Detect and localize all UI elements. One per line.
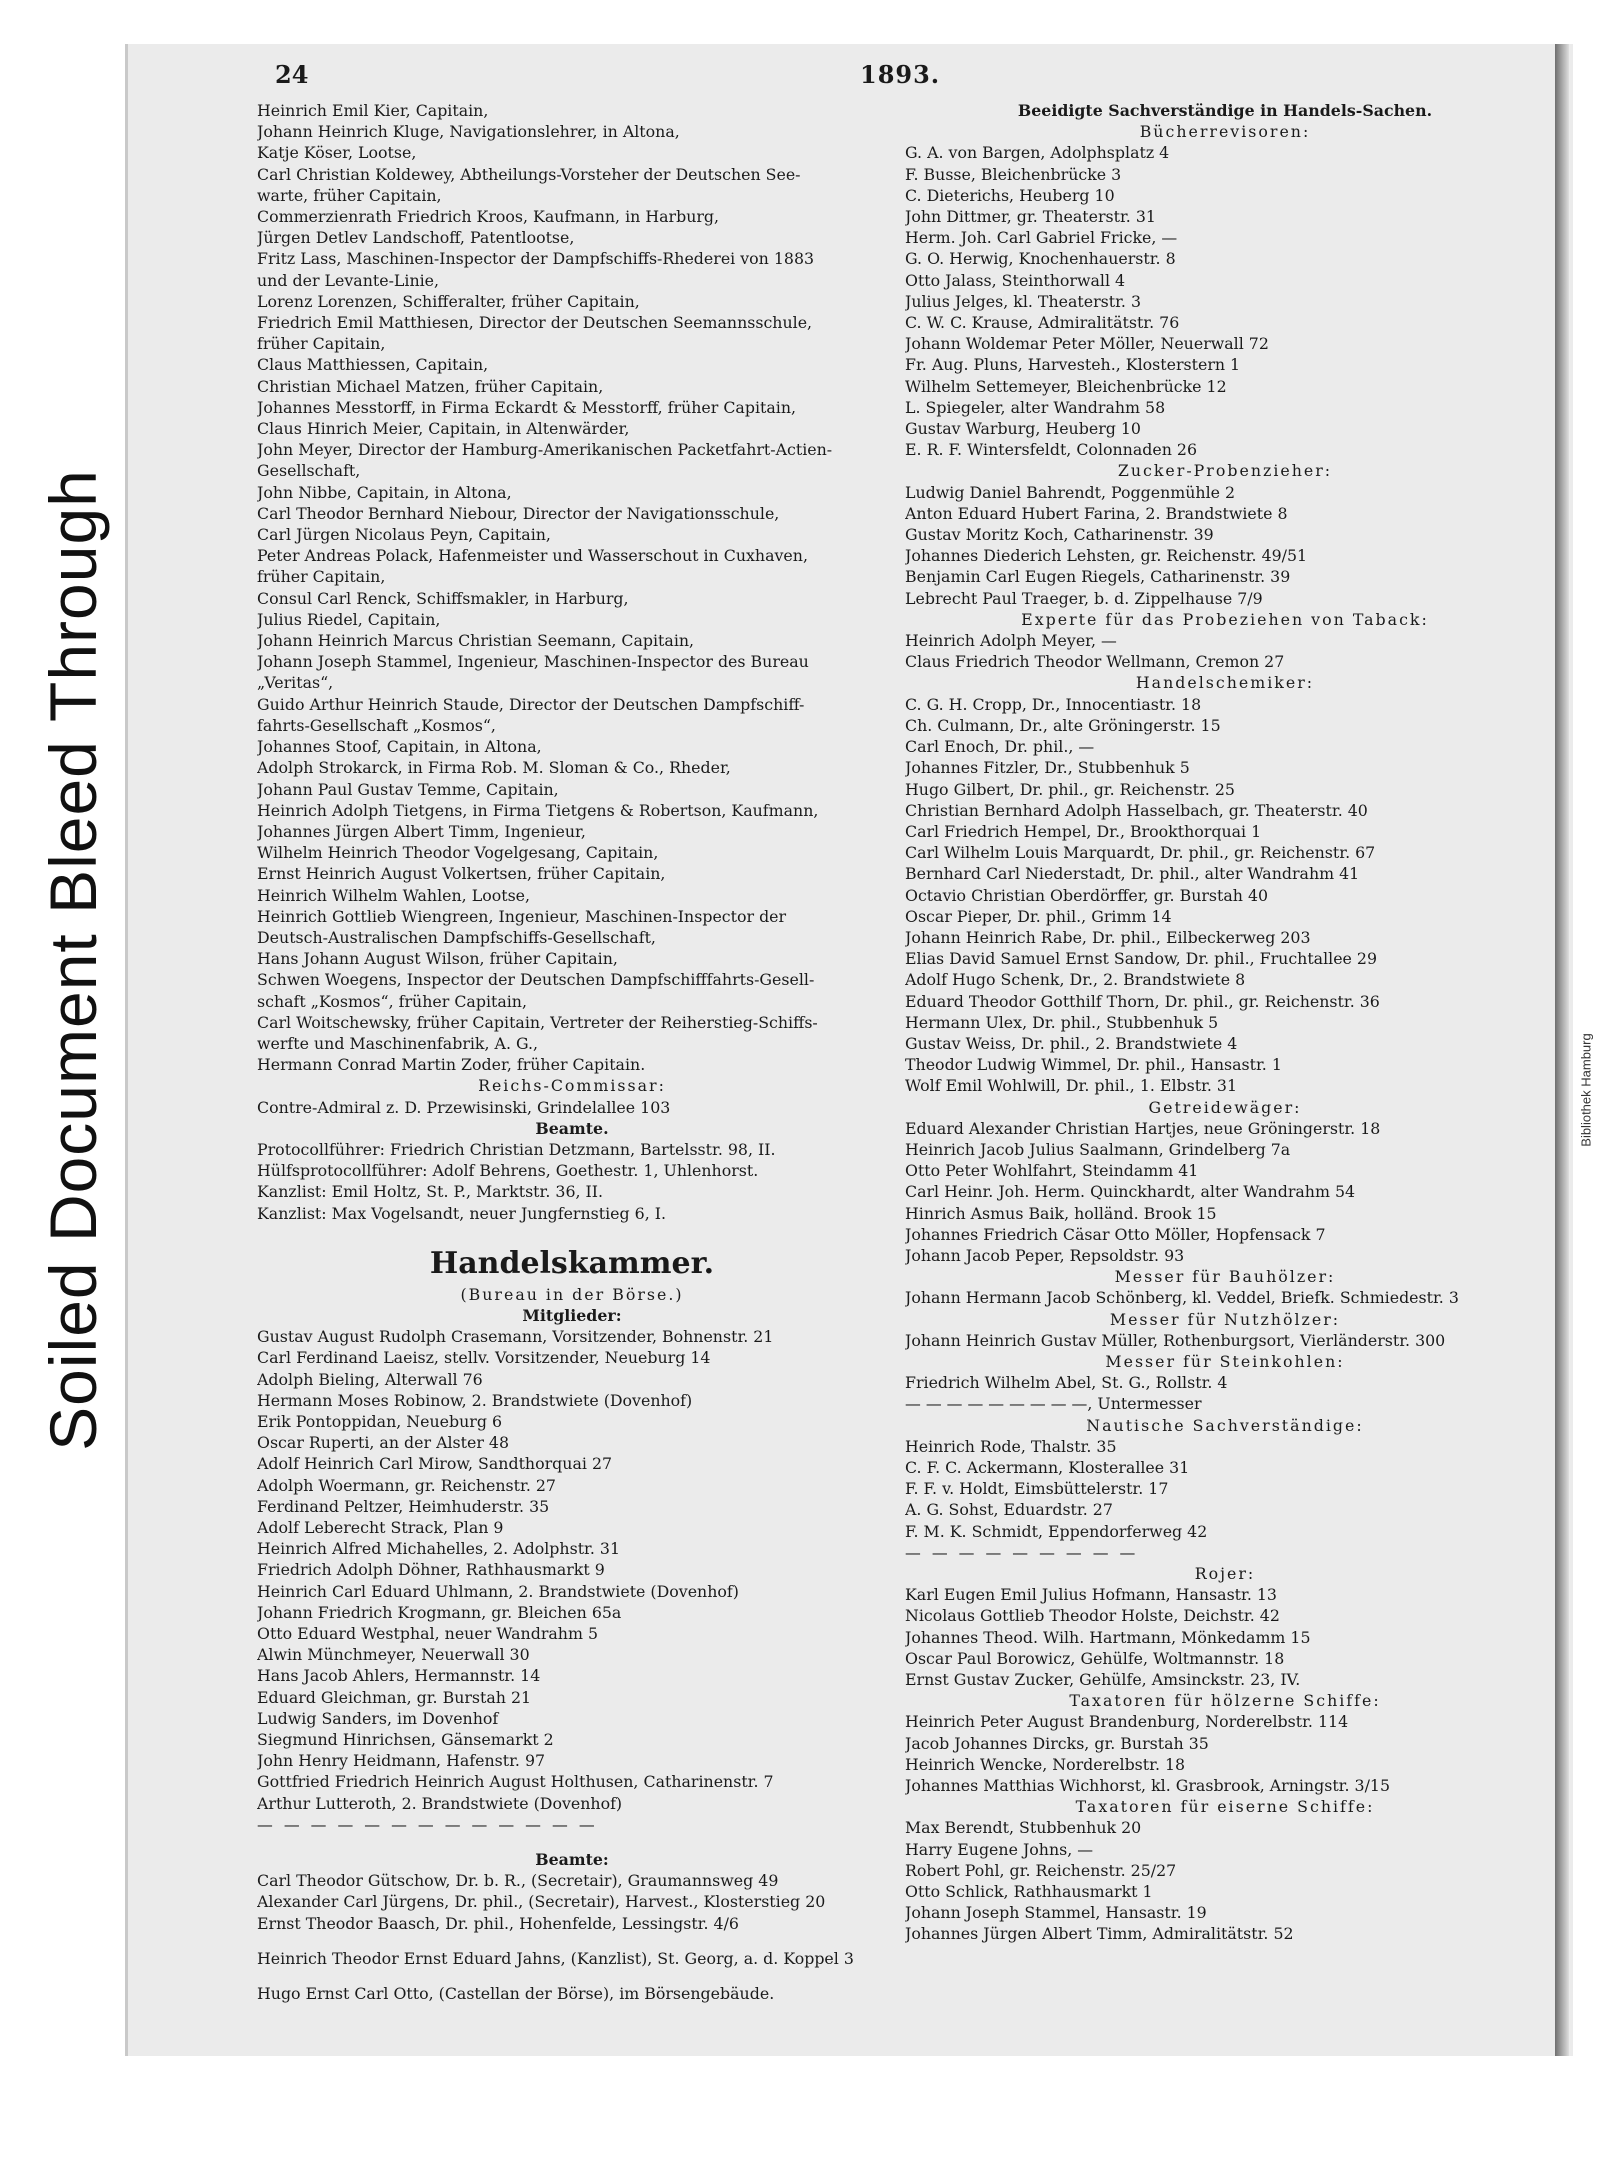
side-label (18, 405, 128, 1515)
right-column-line: F. Busse, Bleichenbrücke 3 (905, 164, 1122, 184)
right-column-line: Gustav Warburg, Heuberg 10 (905, 419, 1141, 439)
right-column-line: Nautische Sachverständige: (1086, 1415, 1364, 1435)
left-column-line: Ludwig Sanders, im Dovenhof (257, 1708, 499, 1728)
right-column-line: Otto Jalass, Steinthorwall 4 (905, 270, 1126, 290)
right-column-line: Eduard Alexander Christian Hartjes, neue Gröningerstr. 18 (905, 1118, 1381, 1138)
right-column-line: Rojer: (1194, 1564, 1256, 1584)
right-column-line: Johann Heinrich Rabe, Dr. phil., Eilbeckerweg 203 (905, 927, 1311, 947)
left-column-line: Hermann Conrad Martin Zoder, früher Capitain. (257, 1055, 646, 1075)
right-column-line: Handelschemiker: (1135, 673, 1315, 693)
left-column-line: Alexander Carl Jürgens, Dr. phil., (Secretair), Harvest., Klosterstieg 20 (257, 1892, 826, 1912)
right-column-line: Beeidigte Sachverständige in Handels-Sachen. (1017, 101, 1433, 120)
left-column-line: Johann Heinrich Kluge, Navigationslehrer, in Altona, (257, 122, 680, 142)
right-column-line: C. W. C. Krause, Admiralitätstr. 76 (905, 313, 1180, 333)
left-column-line: fahrts-Gesellschaft „Kosmos“, (257, 715, 496, 735)
right-column-line: Gustav Weiss, Dr. phil., 2. Brandstwiete 4 (905, 1033, 1238, 1053)
right-column-line: Johannes Friedrich Cäsar Otto Möller, Hopfensack 7 (905, 1224, 1326, 1244)
page-number: 24 (275, 60, 309, 89)
left-column-line: schaft „Kosmos“, früher Capitain, (257, 991, 528, 1011)
left-column-line: (Bureau in der Börse.) (460, 1284, 684, 1304)
right-column-line: Johannes Jürgen Albert Timm, Admiralitätstr. 52 (905, 1924, 1294, 1944)
right-column-line: Johannes Fitzler, Dr., Stubbenhuk 5 (905, 758, 1190, 778)
right-column-line: Friedrich Wilhelm Abel, St. G., Rollstr. 4 (905, 1373, 1228, 1393)
left-column-line: Katje Köser, Lootse, (257, 143, 417, 163)
right-column-line: Hermann Ulex, Dr. phil., Stubbenhuk 5 (905, 1012, 1219, 1032)
right-column-line: Messer für Nutzhölzer: (1109, 1309, 1341, 1329)
left-column-line: Heinrich Adolph Tietgens, in Firma Tietgens & Robertson, Kaufmann, (257, 800, 819, 820)
right-column-line: Heinrich Peter August Brandenburg, Norderelbstr. 114 (905, 1712, 1349, 1732)
left-column-line: Heinrich Theodor Ernst Eduard Jahns, (Kanzlist), St. Georg, a. d. Koppel 3 (257, 1948, 854, 1968)
left-column-line: Friedrich Adolph Döhner, Rathhausmarkt 9 (257, 1560, 605, 1580)
right-column-line: Ludwig Daniel Bahrendt, Poggenmühle 2 (905, 482, 1236, 502)
left-column-line: Adolph Woermann, gr. Reichenstr. 27 (257, 1475, 556, 1495)
left-column-line: Mitglieder: (522, 1305, 622, 1325)
right-column-line: Adolf Hugo Schenk, Dr., 2. Brandstwiete 8 (905, 970, 1246, 990)
right-column-line: Wilhelm Settemeyer, Bleichenbrücke 12 (905, 376, 1227, 396)
right-column-line: Johannes Diederich Lehsten, gr. Reichenstr. 49/51 (905, 546, 1308, 566)
library-stamp (1573, 985, 1599, 1195)
left-column-line: Erik Pontoppidan, Neueburg 6 (257, 1411, 502, 1431)
left-column-line: Heinrich Carl Eduard Uhlmann, 2. Brandstwiete (Dovenhof) (257, 1581, 739, 1601)
left-column-line: Gesellschaft, (257, 461, 361, 481)
left-column-line (257, 1224, 887, 1238)
right-column-line: Bücherrevisoren: (1139, 122, 1311, 142)
left-column-line: Commerzienrath Friedrich Kroos, Kaufmann, in Harburg, (257, 207, 720, 227)
left-column-line: Johannes Jürgen Albert Timm, Ingenieur, (257, 821, 586, 841)
right-column-line: Ernst Gustav Zucker, Gehülfe, Amsinckstr. 23, IV. (905, 1670, 1301, 1690)
left-column-line: Deutsch-Australischen Dampfschiffs-Gesellschaft, (257, 927, 656, 947)
page-year: 1893. (860, 60, 941, 89)
left-column-line: Lorenz Lorenzen, Schifferalter, früher Capitain, (257, 291, 640, 311)
right-column-line: F. M. K. Schmidt, Eppendorferweg 42 (905, 1521, 1208, 1541)
right-column-line: Wolf Emil Wohlwill, Dr. phil., 1. Elbstr. 31 (905, 1076, 1238, 1096)
left-column-line: Handelskammer. (429, 1245, 715, 1281)
left-column-line: Consul Carl Renck, Schiffsmakler, in Harburg, (257, 588, 629, 608)
left-column-line (257, 1934, 887, 1948)
left-column-line: Heinrich Alfred Michahelles, 2. Adolphstr. 31 (257, 1539, 621, 1559)
right-column-line: Otto Schlick, Rathhausmarkt 1 (905, 1882, 1153, 1902)
left-column-line: Adolf Heinrich Carl Mirow, Sandthorquai 27 (257, 1454, 613, 1474)
right-column-line: Getreidewäger: (1148, 1097, 1302, 1117)
right-column-line: G. A. von Bargen, Adolphsplatz 4 (905, 143, 1170, 163)
left-column-line: Julius Riedel, Capitain, (257, 609, 441, 629)
left-column-line: Carl Christian Koldewey, Abtheilungs-Vorsteher der Deutschen See- (257, 164, 801, 184)
right-column-line: Anton Eduard Hubert Farina, 2. Brandstwiete 8 (905, 503, 1288, 523)
left-column-line: Heinrich Gottlieb Wiengreen, Ingenieur, Maschinen-Inspector der (257, 906, 787, 926)
left-column-line: Contre-Admiral z. D. Przewisinski, Grindelallee 103 (257, 1097, 671, 1117)
left-column-line: Friedrich Emil Matthiesen, Director der Deutschen Seemannsschule, (257, 313, 813, 333)
left-column-line: Adolph Strokarck, in Firma Rob. M. Sloman & Co., Rheder, (257, 758, 731, 778)
page-edge-shadow (1555, 44, 1569, 2056)
right-column-line: Heinrich Rode, Thalstr. 35 (905, 1436, 1117, 1456)
left-column-line: Heinrich Wilhelm Wahlen, Lootse, (257, 885, 531, 905)
right-column-line: C. F. C. Ackermann, Klosterallee 31 (905, 1458, 1190, 1477)
left-column-line: Christian Michael Matzen, früher Capitain, (257, 376, 604, 396)
right-column-line: Gustav Moritz Koch, Catharinenstr. 39 (905, 525, 1214, 545)
left-column-line: John Nibbe, Capitain, in Altona, (257, 482, 512, 502)
right-column-line: Max Berendt, Stubbenhuk 20 (905, 1818, 1142, 1838)
left-column-line: Carl Ferdinand Laeisz, stellv. Vorsitzender, Neueburg 14 (257, 1348, 711, 1368)
right-column-line: Heinrich Adolph Meyer, — (905, 631, 1117, 651)
right-column-line: Claus Friedrich Theodor Wellmann, Cremon 27 (905, 652, 1285, 672)
left-column-line: Adolph Bieling, Alterwall 76 (257, 1369, 483, 1389)
left-column-line: Guido Arthur Heinrich Staude, Director der Deutschen Dampfschiff- (257, 694, 805, 714)
right-column-line: L. Spiegeler, alter Wandrahm 58 (905, 397, 1166, 417)
right-column-line: Taxatoren für hölzerne Schiffe: (1069, 1691, 1381, 1711)
right-column-line: Heinrich Jacob Julius Saalmann, Grindelberg 7a (905, 1139, 1291, 1159)
right-column-line: Oscar Pieper, Dr. phil., Grimm 14 (905, 906, 1172, 926)
right-column-line: Nicolaus Gottlieb Theodor Holste, Deichstr. 42 (905, 1606, 1280, 1626)
left-column-line: Carl Theodor Gütschow, Dr. b. R., (Secretair), Graumannsweg 49 (257, 1871, 779, 1891)
right-column-line: A. G. Sohst, Eduardstr. 27 (905, 1500, 1113, 1520)
left-column-line: werfte und Maschinenfabrik, A. G., (257, 1033, 539, 1053)
left-column-line: Peter Andreas Polack, Hafenmeister und Wasserschout in Cuxhaven, (257, 546, 808, 566)
left-column-line: Johann Joseph Stammel, Ingenieur, Maschinen-Inspector des Bureau (257, 652, 809, 672)
right-column (905, 100, 1545, 1945)
left-column-line: und der Levante-Linie, (257, 270, 440, 290)
right-column-line: Messer für Bauhölzer: (1114, 1267, 1336, 1287)
left-column-line: Eduard Gleichman, gr. Burstah 21 (257, 1687, 532, 1707)
left-column-line: — — — — — — — — — — — — — (257, 1814, 598, 1834)
left-column-line: Ferdinand Peltzer, Heimhuderstr. 35 (257, 1496, 550, 1516)
left-column-line: Hermann Moses Robinow, 2. Brandstwiete (Dovenhof) (257, 1390, 693, 1410)
right-column-line: Benjamin Carl Eugen Riegels, Catharinenstr. 39 (905, 567, 1291, 587)
left-column-line: Wilhelm Heinrich Theodor Vogelgesang, Capitain, (257, 843, 659, 863)
left-column-line: Carl Theodor Bernhard Niebour, Director der Navigationsschule, (257, 503, 780, 523)
left-column-line: Hugo Ernst Carl Otto, (Castellan der Börse), im Börsengebäude. (257, 1984, 775, 2004)
left-column-line: Johann Heinrich Marcus Christian Seemann, Capitain, (257, 631, 695, 651)
left-column-line: Johann Friedrich Krogmann, gr. Bleichen 65a (257, 1602, 622, 1622)
right-column-line: Zucker-Probenzieher: (1117, 461, 1333, 481)
right-column-line: Johannes Matthias Wichhorst, kl. Grasbrook, Arningstr. 3/15 (905, 1776, 1391, 1796)
left-column-line: „Veritas“, (257, 673, 334, 693)
library-stamp-text: Bibliothek Hamburg (1578, 1033, 1594, 1147)
right-column-line: John Dittmer, gr. Theaterstr. 31 (905, 207, 1156, 227)
right-column-line: Jacob Johannes Dircks, gr. Burstah 35 (905, 1733, 1209, 1753)
left-column-line: früher Capitain, (257, 334, 386, 354)
side-label-text: Soiled Document Bleed Through (36, 469, 110, 1451)
right-column-line: Bernhard Carl Niederstadt, Dr. phil., alter Wandrahm 41 (905, 864, 1360, 884)
left-column-line: Ernst Heinrich August Volkertsen, früher Capitain, (257, 864, 666, 884)
left-column-line: Heinrich Emil Kier, Capitain, (257, 101, 489, 120)
right-column-line: Taxatoren für eiserne Schiffe: (1075, 1797, 1375, 1817)
left-column-line: Johannes Messtorff, in Firma Eckardt & Messtorff, früher Capitain, (257, 397, 797, 417)
left-column-line: Beamte: (535, 1850, 609, 1870)
right-column-line: Julius Jelges, kl. Theaterstr. 3 (905, 291, 1142, 311)
right-column-line: Carl Wilhelm Louis Marquardt, Dr. phil., gr. Reichenstr. 67 (905, 843, 1376, 863)
left-column-line: Claus Matthiessen, Capitain, (257, 355, 489, 375)
right-column-line: Heinrich Wencke, Norderelbstr. 18 (905, 1754, 1186, 1774)
left-column-line: Carl Woitschewsky, früher Capitain, Vertreter der Reiherstieg-Schiffs- (257, 1012, 818, 1032)
left-column-line: Siegmund Hinrichsen, Gänsemarkt 2 (257, 1730, 554, 1750)
right-column-line: — — — — — — — — —, Untermesser (905, 1394, 1202, 1414)
right-column-line: Johann Jacob Peper, Repsoldstr. 93 (905, 1245, 1185, 1265)
left-column-line: Kanzlist: Max Vogelsandt, neuer Jungfernstieg 6, I. (257, 1203, 666, 1223)
left-column-line: Oscar Ruperti, an der Alster 48 (257, 1433, 510, 1453)
left-column-line: Reichs-Commissar: (478, 1076, 666, 1096)
right-column-line: Fr. Aug. Pluns, Harvesteh., Klosterstern 1 (905, 355, 1241, 375)
left-column-line (257, 1969, 887, 1983)
right-column-line: Experte für das Probeziehen von Taback: (1021, 609, 1429, 629)
right-column-line: Johann Joseph Stammel, Hansastr. 19 (905, 1903, 1207, 1923)
right-column-line: E. R. F. Wintersfeldt, Colonnaden 26 (905, 440, 1198, 460)
left-column-line: Adolf Leberecht Strack, Plan 9 (257, 1518, 504, 1537)
left-column (257, 100, 887, 2004)
right-column-line: C. Dieterichs, Heuberg 10 (905, 185, 1115, 205)
right-column-line: Karl Eugen Emil Julius Hofmann, Hansastr. 13 (905, 1585, 1277, 1605)
right-column-line: Herm. Joh. Carl Gabriel Fricke, — (905, 228, 1178, 248)
left-column-line: Carl Jürgen Nicolaus Peyn, Capitain, (257, 525, 551, 545)
right-column-line: Carl Friedrich Hempel, Dr., Brookthorquai 1 (905, 821, 1262, 841)
left-column-line: Hans Jacob Ahlers, Hermannstr. 14 (257, 1666, 541, 1686)
right-column-line: F. F. v. Holdt, Eimsbüttelerstr. 17 (905, 1479, 1169, 1499)
left-column-line: Fritz Lass, Maschinen-Inspector der Dampfschiffs-Rhederei von 1883 (257, 249, 815, 269)
right-column-line: C. G. H. Cropp, Dr., Innocentiastr. 18 (905, 694, 1202, 714)
left-column-line: Protocollführer: Friedrich Christian Detzmann, Bartelsstr. 98, II. (257, 1139, 776, 1159)
right-column-line: Elias David Samuel Ernst Sandow, Dr. phil., Fruchtallee 29 (905, 949, 1378, 969)
left-column-line: Johann Paul Gustav Temme, Capitain, (257, 779, 559, 799)
right-column-line: — — — — — — — — — (905, 1542, 1139, 1562)
right-column-line: Johann Heinrich Gustav Müller, Rothenburgsort, Vierländerstr. 300 (905, 1330, 1446, 1350)
right-column-line: Hinrich Asmus Baik, holländ. Brook 15 (905, 1203, 1217, 1223)
right-column-line: Oscar Paul Borowicz, Gehülfe, Woltmannstr. 18 (905, 1648, 1285, 1668)
left-column-line: Gustav August Rudolph Crasemann, Vorsitzender, Bohnenstr. 21 (257, 1327, 774, 1347)
left-column-line: früher Capitain, (257, 567, 386, 587)
right-column-line: Hugo Gilbert, Dr. phil., gr. Reichenstr. 25 (905, 779, 1235, 799)
right-column-line: Otto Peter Wohlfahrt, Steindamm 41 (905, 1161, 1199, 1181)
left-column-line (257, 1835, 887, 1849)
left-column-line: Jürgen Detlev Landschoff, Patentlootse, (257, 228, 575, 248)
left-column-line: Schwen Woegens, Inspector der Deutschen Dampfschifffahrts-Gesell- (257, 970, 815, 990)
left-column-line: Claus Hinrich Meier, Capitain, in Altenwärder, (257, 419, 630, 439)
right-column-line: Harry Eugene Johns, — (905, 1839, 1094, 1859)
right-column-line: Messer für Steinkohlen: (1105, 1351, 1345, 1371)
right-column-line: Lebrecht Paul Traeger, b. d. Zippelhause 7/9 (905, 588, 1263, 608)
left-column-line: John Henry Heidmann, Hafenstr. 97 (257, 1751, 546, 1771)
left-column-line: Alwin Münchmeyer, Neuerwall 30 (257, 1645, 530, 1665)
right-column-line: Christian Bernhard Adolph Hasselbach, gr. Theaterstr. 40 (905, 800, 1368, 820)
left-column-line: warte, früher Capitain, (257, 185, 442, 205)
right-column-line: Johannes Theod. Wilh. Hartmann, Mönkedamm 15 (905, 1627, 1311, 1647)
right-column-line: Johann Hermann Jacob Schönberg, kl. Veddel, Briefk. Schmiedestr. 3 (905, 1288, 1459, 1308)
right-column-line: Johann Woldemar Peter Möller, Neuerwall 72 (905, 334, 1269, 354)
right-column-line: Carl Heinr. Joh. Herm. Quinckhardt, alter Wandrahm 54 (905, 1182, 1356, 1202)
right-column-line: Theodor Ludwig Wimmel, Dr. phil., Hansastr. 1 (905, 1055, 1282, 1075)
right-column-line: Robert Pohl, gr. Reichenstr. 25/27 (905, 1860, 1177, 1880)
left-column-line: Otto Eduard Westphal, neuer Wandrahm 5 (257, 1624, 599, 1644)
left-column-line: Ernst Theodor Baasch, Dr. phil., Hohenfelde, Lessingstr. 4/6 (257, 1913, 739, 1933)
left-column-line: Hülfsprotocollführer: Adolf Behrens, Goethestr. 1, Uhlenhorst. (257, 1161, 759, 1181)
left-column-line: Kanzlist: Emil Holtz, St. P., Marktstr. 36, II. (257, 1182, 604, 1202)
left-column-line: John Meyer, Director der Hamburg-Amerikanischen Packetfahrt-Actien- (257, 440, 833, 460)
right-column-line: Eduard Theodor Gotthilf Thorn, Dr. phil., gr. Reichenstr. 36 (905, 991, 1380, 1011)
right-column-line: G. O. Herwig, Knochenhauerstr. 8 (905, 249, 1176, 269)
right-column-line: Ch. Culmann, Dr., alte Gröningerstr. 15 (905, 715, 1221, 735)
left-column-line: Hans Johann August Wilson, früher Capitain, (257, 949, 618, 969)
left-column-line: Beamte. (535, 1118, 609, 1138)
right-column-line: Octavio Christian Oberdörffer, gr. Burstah 40 (905, 885, 1269, 905)
left-column-line: Johannes Stoof, Capitain, in Altona, (257, 737, 542, 757)
left-column-line: Arthur Lutteroth, 2. Brandstwiete (Dovenhof) (257, 1793, 623, 1813)
right-column-line: Carl Enoch, Dr. phil., — (905, 737, 1095, 757)
left-column-line: Gottfried Friedrich Heinrich August Holthusen, Catharinenstr. 7 (257, 1772, 774, 1792)
